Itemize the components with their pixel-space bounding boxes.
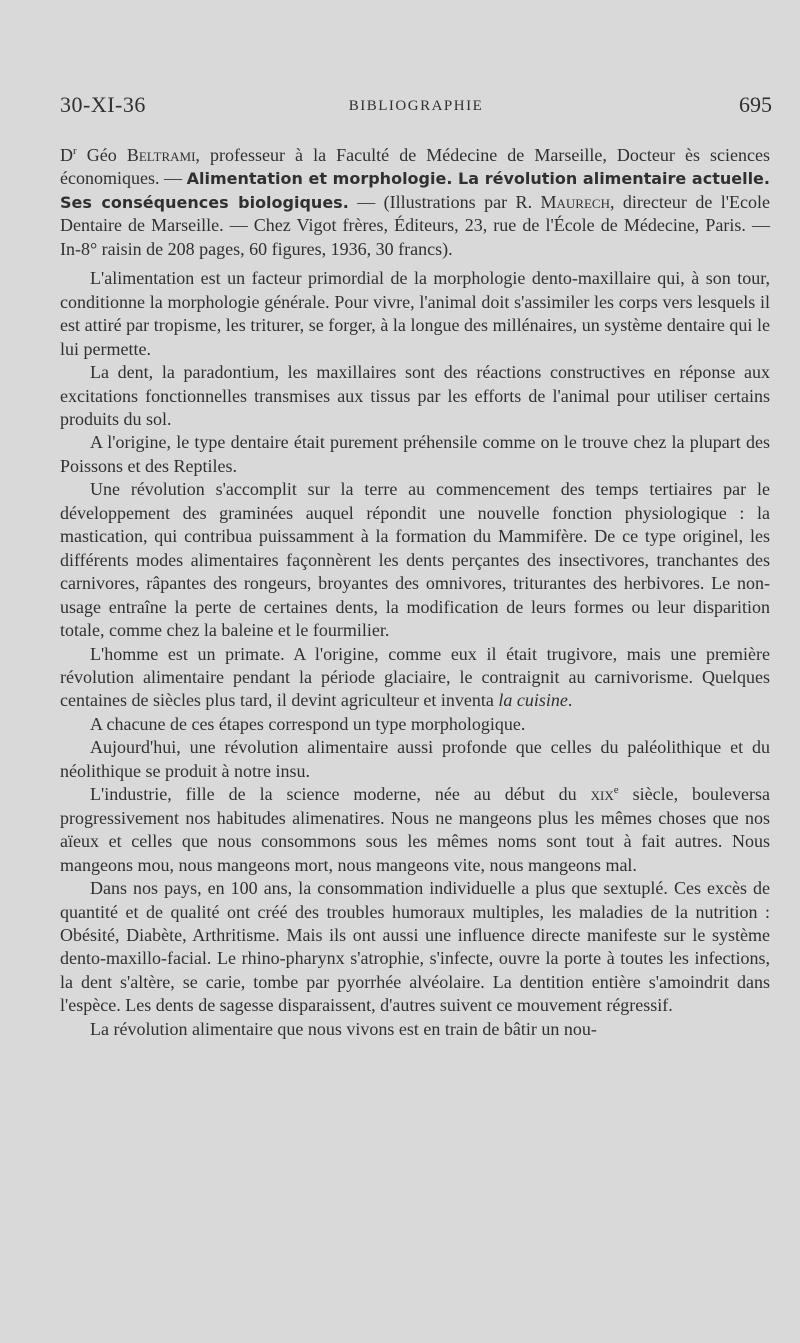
book-title: Alimentation et morphologie. La révolution alimentaire actuelle. Ses conséquences biologiques. bbox=[60, 169, 770, 212]
illustrator-name: Maurech bbox=[540, 191, 610, 212]
paragraph-8-start: L'industrie, fille de la science moderne, née au début du bbox=[90, 784, 591, 805]
running-header bbox=[60, 92, 772, 122]
entry-prefix-sup: r bbox=[73, 145, 77, 157]
author-description: , professeur à la Faculté de Médecine de Marseille, Docteur ès sciences économiques. — bbox=[60, 145, 770, 189]
paragraph-1: L'alimentation est un facteur primordial de la morphologie dento-maxillaire qui, à son tour, conditionne la morphologie générale. Pour vivre, l'animal doit s'assimiler les corps vers lesquels il est attiré par tropisme, les triturer, se forger, à la longue des millénaires, un système dentaire qui le lui permette. bbox=[60, 268, 770, 359]
paragraph-4: Une révolution s'accomplit sur la terre au commencement des temps tertiaires par le développement des graminées auquel répondit une nouvelle fonction physiologique : la mastication, qui contribua puissamment à la formation du Mammifère. De ce type originel, les différents modes alimentaires façonnèrent les dents perçantes des insectivores, tranchantes des carnivores, râpantes des rongeurs, broyantes des omnivores, triturantes des herbivores. Le non-usage entraîne la perte de certaines dents, la modification de leurs formes ou leur disparition totale, comme chez la baleine et le fourmilier. bbox=[60, 479, 770, 641]
century-sup: e bbox=[613, 784, 619, 797]
illustration-note-start: — (Illustrations par R. bbox=[348, 191, 541, 212]
paragraph-2: La dent, la paradontium, les maxillaires sont des réactions constructives en réponse aux excitations fonctionnelles transmises aux tissus par les efforts de l'animal pour utiliser certains produits du sol. bbox=[60, 362, 770, 429]
paragraph-7: Aujourd'hui, une révolution alimentaire aussi profonde que celles du paléolithique et du néolithique se produit à notre insu. bbox=[60, 737, 770, 781]
paragraph-5 bbox=[60, 643, 770, 713]
author-first-name: Géo bbox=[76, 145, 127, 165]
paragraph-6: A chacune de ces étapes correspond un type morphologique. bbox=[90, 713, 526, 734]
publication-details: , directeur de l'Ecole Dentaire de Marseille. — Chez Vigot frères, Éditeurs, 23, rue de l'École de Médecine, Paris. — In-8° raisin de 208 pages, 60 figures, 1936, 30 francs). bbox=[60, 191, 770, 259]
paragraph-5-emphasis: la cuisine bbox=[498, 690, 568, 711]
paragraph-5-end: . bbox=[567, 690, 573, 711]
author-last-name: Beltrami bbox=[126, 145, 196, 165]
paragraph-9: Dans nos pays, en 100 ans, la consommation individuelle a plus que sextuplé. Ces excès de quantité et de qualité ont créé des troubles humoraux multiples, les maladies de la nutrition : Obésité, Diabète, Arthritisme. Mais ils ont aussi une influence directe manifeste sur le système dento-maxillo-facial. Le rhino-pharynx s'atrophie, s'infecte, ouvre la porte à toutes les infections, la dent s'altère, se carie, tombe par pyorrhée alvéolaire. La dentition entière s'amoindrit dans l'espèce. Les dents de sagesse disparaissent, d'autres suivent ce mouvement régressif. bbox=[60, 878, 770, 1016]
entry-prefix: D bbox=[60, 145, 73, 165]
header-date: 30-XI-36 bbox=[60, 92, 146, 117]
page-body bbox=[60, 144, 770, 1041]
paragraph-10: La révolution alimentaire que nous vivons est en train de bâtir un nou- bbox=[90, 1018, 597, 1039]
paragraph-8-rest: siècle, bouleversa progressivement nos habitudes alimenatires. Nous ne mangeons plus les mêmes choses que nos aïeux et celles que nous consommons sous les mêmes noms sont tout à fait autres. Nous mangeons mou, nous mangeons mort, nous mangeons vite, nous mangeons mal. bbox=[60, 784, 770, 875]
page-number: 695 bbox=[739, 92, 772, 117]
paragraph-3: A l'origine, le type dentaire était purement préhensile comme on le trouve chez la plupart des Poissons et des Reptiles. bbox=[60, 432, 770, 476]
century-numeral: xix bbox=[590, 784, 614, 805]
bibliography-entry bbox=[60, 144, 770, 261]
header-section-title: BIBLIOGRAPHIE bbox=[348, 98, 484, 114]
paragraph-8 bbox=[60, 783, 770, 877]
paragraph-5-text: L'homme est un primate. A l'origine, comme eux il était trugivore, mais une première révolution alimentaire pendant la période glaciaire, le contraignit au carnivorisme. Quelques centaines de siècles plus tard, il devint agriculteur et inventa bbox=[60, 643, 770, 711]
